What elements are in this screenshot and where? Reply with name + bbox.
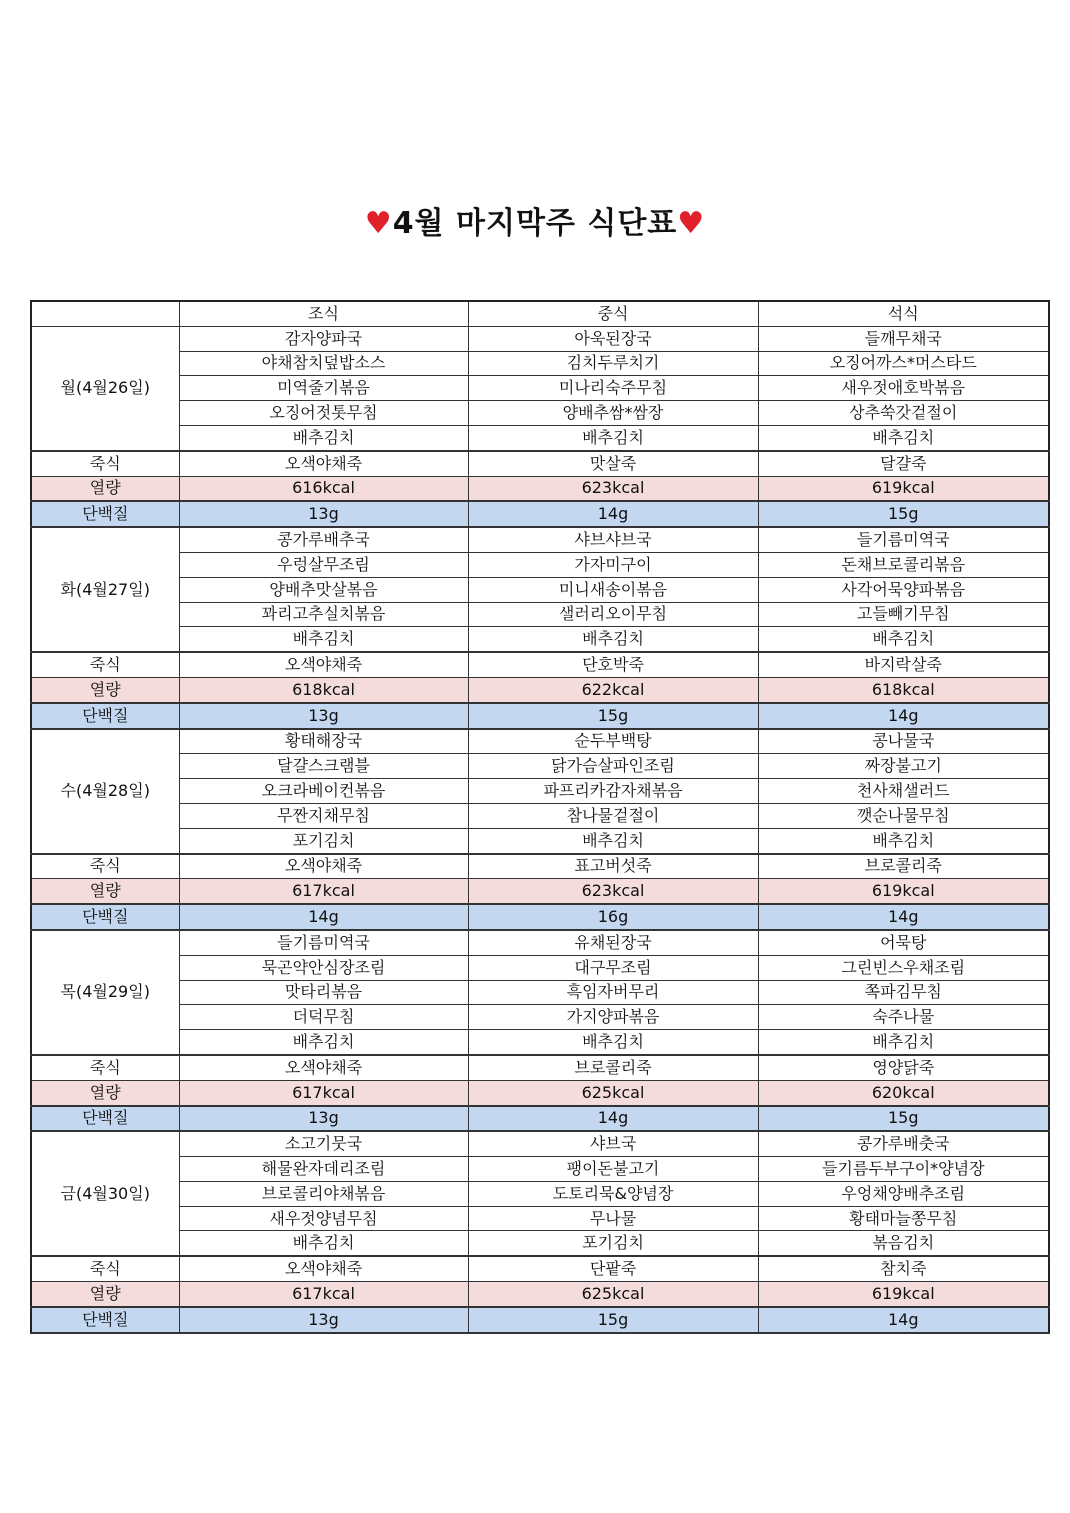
porridge-cell: 영양닭죽 [758, 1055, 1049, 1080]
dish-row [31, 1231, 1049, 1256]
calories-label: 열량 [31, 1080, 179, 1105]
dish-cell: 짜장불고기 [758, 754, 1049, 779]
dish-cell: 달걀스크램블 [179, 754, 468, 779]
calories-label: 열량 [31, 677, 179, 702]
dish-cell: 배추김치 [468, 828, 758, 853]
porridge-cell: 오색야채죽 [179, 1256, 468, 1281]
dish-cell: 콩가루배추국 [179, 527, 468, 552]
calories-cell: 623kcal [468, 476, 758, 501]
calorie-row [31, 1282, 1049, 1307]
calories-cell: 617kcal [179, 879, 468, 904]
dish-cell: 배추김치 [179, 1231, 468, 1256]
dish-cell: 들기름미역국 [758, 527, 1049, 552]
dish-cell: 그린빈스우채조림 [758, 955, 1049, 980]
porridge-label: 죽식 [31, 652, 179, 677]
calorie-row [31, 677, 1049, 702]
dish-cell: 배추김치 [179, 425, 468, 450]
calories-label: 열량 [31, 476, 179, 501]
porridge-row [31, 652, 1049, 677]
day-label: 월(4월26일) [31, 326, 179, 450]
dish-cell: 배추김치 [179, 627, 468, 652]
dish-cell: 우엉채양배추조림 [758, 1181, 1049, 1206]
dish-cell: 우렁살무조림 [179, 552, 468, 577]
calorie-row [31, 476, 1049, 501]
dish-cell: 배추김치 [468, 627, 758, 652]
dish-cell: 사각어묵양파볶음 [758, 577, 1049, 602]
dish-cell: 유채된장국 [468, 930, 758, 955]
calories-label: 열량 [31, 1282, 179, 1307]
dish-row [31, 552, 1049, 577]
dish-cell: 양배추맛살볶음 [179, 577, 468, 602]
dish-cell: 순두부백탕 [468, 729, 758, 754]
dish-cell: 배추김치 [468, 425, 758, 450]
dish-row [31, 803, 1049, 828]
dish-cell: 배추김치 [758, 1030, 1049, 1055]
menu-table [30, 300, 1050, 1334]
dish-cell: 포기김치 [468, 1231, 758, 1256]
calories-cell: 616kcal [179, 476, 468, 501]
protein-label: 단백질 [31, 501, 179, 527]
calories-cell: 617kcal [179, 1080, 468, 1105]
protein-cell: 14g [179, 904, 468, 930]
dish-cell: 미니새송이볶음 [468, 577, 758, 602]
protein-row [31, 1307, 1049, 1333]
calories-cell: 625kcal [468, 1080, 758, 1105]
dish-cell: 가지양파볶음 [468, 1005, 758, 1030]
dish-cell: 숙주나물 [758, 1005, 1049, 1030]
dish-cell: 김치두루치기 [468, 351, 758, 376]
protein-row [31, 501, 1049, 527]
dish-row [31, 527, 1049, 552]
porridge-cell: 단호박죽 [468, 652, 758, 677]
porridge-row [31, 854, 1049, 879]
dish-cell: 천사채샐러드 [758, 779, 1049, 804]
dish-cell: 감자양파국 [179, 326, 468, 351]
dish-cell: 황태마늘쫑무침 [758, 1206, 1049, 1231]
dish-row [31, 425, 1049, 450]
protein-row [31, 904, 1049, 930]
heart-icon: ♥ [364, 206, 393, 241]
protein-cell: 14g [758, 1307, 1049, 1333]
dish-row [31, 351, 1049, 376]
porridge-cell: 오색야채죽 [179, 652, 468, 677]
dish-cell: 아욱된장국 [468, 326, 758, 351]
dish-cell: 미나리숙주무침 [468, 376, 758, 401]
dish-cell: 샤브국 [468, 1131, 758, 1156]
day-label: 화(4월27일) [31, 527, 179, 652]
protein-cell: 15g [468, 703, 758, 729]
porridge-cell: 표고버섯죽 [468, 854, 758, 879]
calories-cell: 620kcal [758, 1080, 1049, 1105]
porridge-row [31, 451, 1049, 476]
header-lunch: 중식 [468, 301, 758, 326]
dish-cell: 새우젓애호박볶음 [758, 376, 1049, 401]
protein-row [31, 703, 1049, 729]
dish-row [31, 1030, 1049, 1055]
menu-body [31, 326, 1049, 1332]
dish-cell: 더덕무침 [179, 1005, 468, 1030]
dish-row [31, 401, 1049, 426]
calories-cell: 619kcal [758, 476, 1049, 501]
protein-cell: 13g [179, 1106, 468, 1132]
dish-row [31, 1131, 1049, 1156]
calorie-row [31, 879, 1049, 904]
protein-cell: 15g [758, 501, 1049, 527]
porridge-cell: 오색야채죽 [179, 451, 468, 476]
dish-row [31, 955, 1049, 980]
dish-cell: 가자미구이 [468, 552, 758, 577]
dish-cell: 맛타리볶음 [179, 980, 468, 1005]
protein-cell: 13g [179, 501, 468, 527]
dish-cell: 들기름미역국 [179, 930, 468, 955]
protein-cell: 14g [468, 501, 758, 527]
protein-cell: 13g [179, 703, 468, 729]
dish-cell: 소고기뭇국 [179, 1131, 468, 1156]
porridge-cell: 브로콜리죽 [468, 1055, 758, 1080]
dish-cell: 고들빼기무침 [758, 602, 1049, 627]
dish-cell: 배추김치 [468, 1030, 758, 1055]
calories-label: 열량 [31, 879, 179, 904]
dish-row [31, 754, 1049, 779]
porridge-cell: 브로콜리죽 [758, 854, 1049, 879]
day-label: 수(4월28일) [31, 729, 179, 854]
protein-cell: 14g [468, 1106, 758, 1132]
dish-cell: 도토리묵&양념장 [468, 1181, 758, 1206]
dish-cell: 꽈리고추실치볶음 [179, 602, 468, 627]
protein-label: 단백질 [31, 1307, 179, 1333]
dish-cell: 파프리카감자채볶음 [468, 779, 758, 804]
protein-label: 단백질 [31, 703, 179, 729]
dish-row [31, 980, 1049, 1005]
dish-cell: 오징어젓톳무침 [179, 401, 468, 426]
dish-cell: 배추김치 [758, 627, 1049, 652]
dish-cell: 콩가루배춧국 [758, 1131, 1049, 1156]
protein-cell: 15g [758, 1106, 1049, 1132]
calories-cell: 618kcal [758, 677, 1049, 702]
porridge-cell: 오색야채죽 [179, 1055, 468, 1080]
porridge-label: 죽식 [31, 1256, 179, 1281]
porridge-cell: 단팥죽 [468, 1256, 758, 1281]
porridge-cell: 맛살죽 [468, 451, 758, 476]
protein-label: 단백질 [31, 1106, 179, 1132]
porridge-label: 죽식 [31, 451, 179, 476]
dish-cell: 황태해장국 [179, 729, 468, 754]
dish-row [31, 577, 1049, 602]
dish-cell: 상추쑥갓겉절이 [758, 401, 1049, 426]
calories-cell: 619kcal [758, 1282, 1049, 1307]
dish-cell: 볶음김치 [758, 1231, 1049, 1256]
protein-label: 단백질 [31, 904, 179, 930]
dish-row [31, 930, 1049, 955]
dish-cell: 새우젓양념무침 [179, 1206, 468, 1231]
dish-cell: 야채참치덮밥소스 [179, 351, 468, 376]
dish-cell: 무나물 [468, 1206, 758, 1231]
dish-cell: 해물완자데리조림 [179, 1157, 468, 1182]
porridge-row [31, 1055, 1049, 1080]
dish-cell: 샤브샤브국 [468, 527, 758, 552]
porridge-cell: 달걀죽 [758, 451, 1049, 476]
calories-cell: 622kcal [468, 677, 758, 702]
porridge-cell: 오색야채죽 [179, 854, 468, 879]
dish-cell: 배추김치 [758, 425, 1049, 450]
dish-row [31, 1157, 1049, 1182]
dish-row [31, 729, 1049, 754]
dish-cell: 콩나물국 [758, 729, 1049, 754]
dish-cell: 팽이돈불고기 [468, 1157, 758, 1182]
dish-cell: 쪽파김무침 [758, 980, 1049, 1005]
dish-cell: 무짠지채무침 [179, 803, 468, 828]
dish-cell: 깻순나물무침 [758, 803, 1049, 828]
calories-cell: 619kcal [758, 879, 1049, 904]
calorie-row [31, 1080, 1049, 1105]
porridge-cell: 참치죽 [758, 1256, 1049, 1281]
dish-cell: 들깨무채국 [758, 326, 1049, 351]
header-corner [31, 301, 179, 326]
dish-row [31, 779, 1049, 804]
header-breakfast: 조식 [179, 301, 468, 326]
porridge-label: 죽식 [31, 854, 179, 879]
porridge-cell: 바지락살죽 [758, 652, 1049, 677]
dish-cell: 배추김치 [758, 828, 1049, 853]
header-dinner: 석식 [758, 301, 1049, 326]
page-title [0, 198, 1070, 242]
dish-cell: 참나물겉절이 [468, 803, 758, 828]
protein-cell: 14g [758, 904, 1049, 930]
calories-cell: 617kcal [179, 1282, 468, 1307]
dish-cell: 대구무조림 [468, 955, 758, 980]
protein-cell: 14g [758, 703, 1049, 729]
dish-cell: 들기름두부구이*양념장 [758, 1157, 1049, 1182]
calories-cell: 618kcal [179, 677, 468, 702]
protein-row [31, 1106, 1049, 1132]
title-text: 4월 마지막주 식단표 [392, 206, 678, 241]
dish-row [31, 828, 1049, 853]
dish-row [31, 376, 1049, 401]
dish-row [31, 326, 1049, 351]
dish-cell: 양배추쌈*쌈장 [468, 401, 758, 426]
protein-cell: 15g [468, 1307, 758, 1333]
header-row [31, 301, 1049, 326]
porridge-label: 죽식 [31, 1055, 179, 1080]
dish-cell: 흑임자버무리 [468, 980, 758, 1005]
dish-cell: 어묵탕 [758, 930, 1049, 955]
protein-cell: 16g [468, 904, 758, 930]
protein-cell: 13g [179, 1307, 468, 1333]
dish-cell: 브로콜리야채볶음 [179, 1181, 468, 1206]
dish-cell: 샐러리오이무침 [468, 602, 758, 627]
dish-cell: 닭가슴살파인조림 [468, 754, 758, 779]
dish-row [31, 1206, 1049, 1231]
dish-cell: 돈채브로콜리볶음 [758, 552, 1049, 577]
dish-cell: 오크라베이컨볶음 [179, 779, 468, 804]
dish-row [31, 1005, 1049, 1030]
dish-row [31, 627, 1049, 652]
dish-cell: 묵곤약안심장조림 [179, 955, 468, 980]
dish-row [31, 1181, 1049, 1206]
day-label: 금(4월30일) [31, 1131, 179, 1256]
dish-cell: 오징어까스*머스타드 [758, 351, 1049, 376]
calories-cell: 623kcal [468, 879, 758, 904]
porridge-row [31, 1256, 1049, 1281]
dish-row [31, 602, 1049, 627]
heart-icon: ♥ [677, 206, 706, 241]
dish-cell: 포기김치 [179, 828, 468, 853]
day-label: 목(4월29일) [31, 930, 179, 1055]
calories-cell: 625kcal [468, 1282, 758, 1307]
dish-cell: 미역줄기볶음 [179, 376, 468, 401]
dish-cell: 배추김치 [179, 1030, 468, 1055]
